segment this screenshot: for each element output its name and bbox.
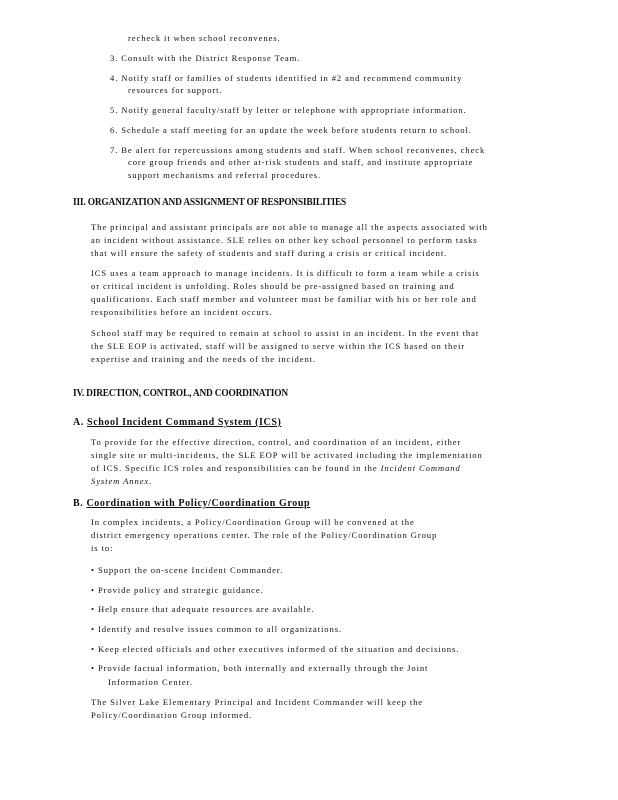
section-iii-p2-line: or critical incident is unfolding. Roles should be pre-assigned based on training and xyxy=(91,281,455,291)
bullet-item: • Support the on-scene Incident Commander. xyxy=(91,565,284,575)
section-iii-p2-line: qualifications. Each staff member and volunteer must be familiar with his or her role and xyxy=(91,294,477,304)
bullet-item: • Provide factual information, both internally and externally through the Joint xyxy=(91,663,429,673)
step-continuation-line: recheck it when school reconvenes. xyxy=(128,33,281,43)
subsection-a-line-text: of ICS. Specific ICS roles and responsibilities can be found in the xyxy=(91,463,378,473)
subsection-b-title-text: Coordination with Policy/Coordination Group xyxy=(86,498,311,509)
section-iii-p2-line: responsibilities before an incident occurs. xyxy=(91,307,273,317)
subsection-b-letter: B. xyxy=(73,498,84,509)
closing-line: Policy/Coordination Group informed. xyxy=(91,710,253,720)
section-iv-heading: IV. DIRECTION, CONTROL, AND COORDINATION xyxy=(73,388,288,399)
subsection-b-title xyxy=(73,498,310,509)
step-4-line-2: resources for support. xyxy=(128,85,223,95)
subsection-a-letter: A. xyxy=(73,417,84,428)
bullet-item: • Help ensure that adequate resources are available. xyxy=(91,604,315,614)
bullet-item: • Keep elected officials and other executives informed of the situation and decisions. xyxy=(91,644,460,654)
section-iii-p1-line: The principal and assistant principals are not able to manage all the aspects associated with xyxy=(91,222,488,232)
annex-reference-cont: System Annex. xyxy=(91,476,153,486)
step-7-line-2: core group friends and other at-risk students and staff, and institute appropriate xyxy=(128,157,474,167)
subsection-b-intro-line: In complex incidents, a Policy/Coordination Group will be convened at the xyxy=(91,517,415,527)
section-iii-p3-line: School staff may be required to remain at school to assist in an incident. In the event that xyxy=(91,328,480,338)
step-7-line-1: 7. Be alert for repercussions among students and staff. When school reconvenes, check xyxy=(110,145,486,155)
section-iii-p1-line: that will ensure the safety of students and staff during a crisis or critical incident. xyxy=(91,248,448,258)
annex-reference: Incident Command xyxy=(380,463,461,473)
subsection-a-title xyxy=(73,417,281,428)
step-7-line-3: support mechanisms and referral procedures. xyxy=(128,170,322,180)
section-iii-p2-line: ICS uses a team approach to manage incidents. It is difficult to form a team while a crisis xyxy=(91,268,480,278)
step-3: 3. Consult with the District Response Team. xyxy=(110,53,301,63)
subsection-a-line: single site or multi-incidents, the SLE EOP will be activated including the implementation xyxy=(91,450,483,460)
section-iii-p3-line: the SLE EOP is activated, staff will be assigned to serve within the ICS based on their xyxy=(91,341,466,351)
bullet-item-cont: Information Center. xyxy=(108,677,193,687)
subsection-a-title-text: School Incident Command System (ICS) xyxy=(87,417,282,428)
subsection-b-intro-line: is to: xyxy=(91,543,114,553)
section-iii-heading: III. ORGANIZATION AND ASSIGNMENT OF RESPONSIBILITIES xyxy=(73,197,347,208)
closing-line: The Silver Lake Elementary Principal and Incident Commander will keep the xyxy=(91,697,424,707)
subsection-a-line-with-annex xyxy=(91,463,461,474)
bullet-item: • Provide policy and strategic guidance. xyxy=(91,585,264,595)
step-5: 5. Notify general faculty/staff by letter or telephone with appropriate information. xyxy=(110,105,467,115)
section-iii-p1-line: an incident without assistance. SLE relies on other key school personnel to perform tasks xyxy=(91,235,478,245)
subsection-b-intro-line: district emergency operations center. The role of the Policy/Coordination Group xyxy=(91,530,438,540)
section-iii-p3-line: expertise and training and the needs of the incident. xyxy=(91,354,317,364)
step-4-line-1: 4. Notify staff or families of students identified in #2 and recommend community xyxy=(110,73,463,83)
subsection-a-line: To provide for the effective direction, control, and coordination of an incident, either xyxy=(91,437,462,447)
bullet-item: • Identify and resolve issues common to all organizations. xyxy=(91,624,342,634)
step-6: 6. Schedule a staff meeting for an update the week before students return to school. xyxy=(110,125,472,135)
